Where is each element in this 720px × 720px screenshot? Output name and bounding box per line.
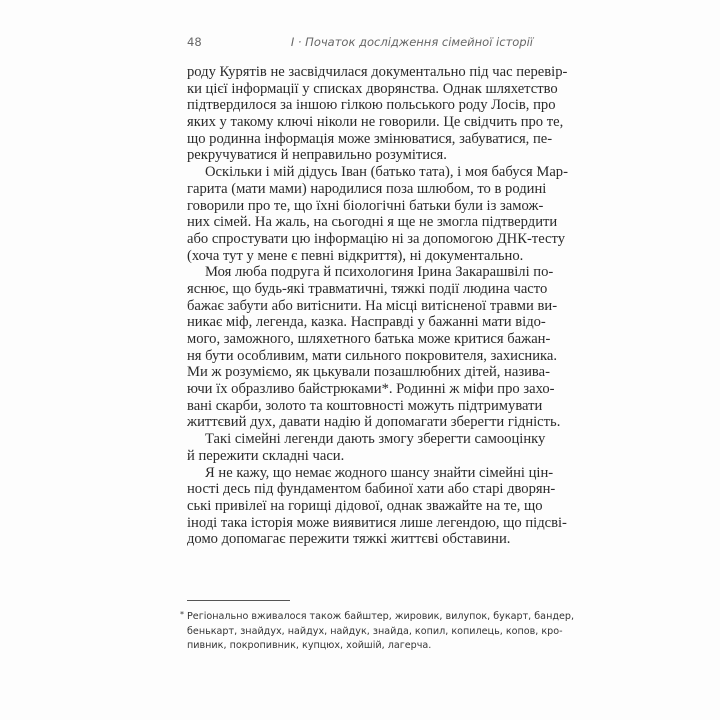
text-line: гарита (мати мами) народилися поза шлюбом, то в родині [187,180,547,197]
running-title: І · Початок дослідження сімейної історії [290,35,533,49]
text-line: або спростувати цю інформацію ні за допомогою ДНК-тесту [187,230,565,247]
footnote-line [180,639,533,654]
text-line: них сімей. На жаль, на сьогодні я ще не змогла підтвердити [187,214,558,231]
text-line: підтвердилося за іншою гілкою польського роду Лосів, про [187,97,556,114]
text-line: говорили про те, що їхні біологічні батьки були із замож- [187,197,544,214]
text-line: ності десь під фундаментом бабиної хати або старі дворян- [187,481,556,498]
text-line: Моя люба подруга й психологиня Ірина Закарашвілі по- [205,264,554,281]
text-line: бажає забути або витіснити. На місці витісненої травми ви- [187,297,558,314]
text-line: Я не кажу, що немає жодного шансу знайти сімейні цін- [205,464,554,481]
text-line: ня бути особливим, мати сильного покровителя, захисника. [187,347,558,364]
paragraph [187,164,568,264]
text-line: й пережити складні часи. [187,447,345,464]
text-line: Ми ж розуміємо, як цькували позашлюбних дітей, назива- [187,364,550,381]
text-line: яких у такому ключі ніколи не говорили. Це свідчить про те, [187,114,564,131]
text-line: рекручуватися й неправильно розумітися. [187,147,447,164]
footnote [180,610,575,654]
footnote-text: Регіонально вживалося також байштер, жировик, вилупок, букарт, бандер, [187,611,575,622]
paragraph [187,64,568,164]
text-line: яснює, що будь-які травматичні, тяжкі події людина часто [187,280,548,297]
paragraph [187,464,567,548]
text-line: ючи їх образливо байстрюками*. Родинні ж міфи про захо- [187,381,555,398]
paragraph [187,264,561,431]
footnote-text: бенькарт, знайдух, найдух, найдук, знайда, копил, копилець, копов, кро- [187,625,563,637]
text-line: життєвий дух, давати надію й допомагати зберегти гідність. [187,414,561,431]
text-line: мого, заможного, шляхетного батька може критися бажан- [187,331,551,347]
text-line: никає міф, легенда, казка. Насправді у бажанні мати відо- [187,314,546,331]
footnote-mark: * [180,610,184,619]
text-line: ські привілеї на горищі дідової, однак зважайте на те, що [187,497,543,514]
text-line: (хоча тут у мене є певні відкриття), ні документально. [187,247,524,264]
text-line: іноді така історія може виявитися лише легендою, що підсві- [187,514,567,531]
page-header [187,35,533,51]
text-line: домо допомагає пережити тяжкі життєві обставини. [187,531,511,548]
text-line: Такі сімейні легенди дають змогу зберегти самооцінку [205,431,546,448]
footnote-text: пивник, покропивник, купцюх, хойшій, лагерча. [187,640,432,652]
text-line: роду Курятів не засвідчилася документально під час перевір- [187,64,568,80]
text-line: що родинна інформація може змінюватися, забуватися, пе- [187,130,553,147]
text-line: ки цієї інформації у списках дворянства. Однак шляхетство [187,80,558,97]
paragraph [187,431,546,464]
text-line: вані скарби, золото та коштовності можуть підтримувати [187,397,543,414]
footnote-divider [187,600,290,601]
text-line: Оскільки і мій дідусь Іван (батько тата), і моя бабуся Мар- [205,164,568,181]
page-number: 48 [187,35,202,49]
footnote-line [180,610,575,625]
body-text [187,64,568,548]
footnote-line [180,625,563,640]
